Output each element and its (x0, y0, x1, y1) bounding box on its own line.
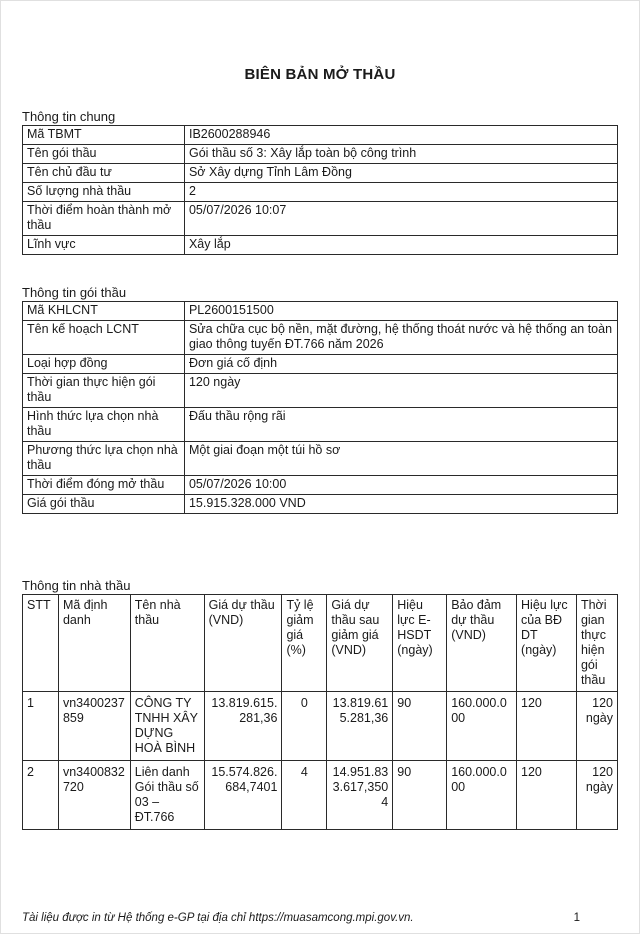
table-row (23, 183, 618, 202)
field-value: PL2600151500 (184, 302, 617, 321)
column-header: Giá dự thầu sau giảm giá (VND) (327, 595, 393, 692)
column-header: Hiệu lực E-HSDT (ngày) (393, 595, 447, 692)
table-row (23, 164, 618, 183)
table-cell: 90 (393, 761, 447, 830)
table-row (23, 374, 618, 408)
field-label: Tên chủ đầu tư (23, 164, 185, 183)
table-row (23, 145, 618, 164)
table-cell: 160.000.000 (447, 761, 517, 830)
column-header: Thời gian thực hiện gói thầu (576, 595, 617, 692)
table-cell: vn3400237859 (58, 692, 130, 761)
column-header: Bảo đảm dự thầu (VND) (447, 595, 517, 692)
table-cell: 90 (393, 692, 447, 761)
field-value: 05/07/2026 10:00 (184, 476, 617, 495)
table-cell: 14.951.833.617,3504 (327, 761, 393, 830)
table-cell: 120 ngày (576, 692, 617, 761)
page-number: 1 (573, 912, 580, 924)
general-info-table (22, 125, 618, 255)
table-row (23, 202, 618, 236)
table-row (23, 692, 618, 761)
table-row (23, 302, 618, 321)
field-label: Số lượng nhà thầu (23, 183, 185, 202)
table-cell: 0 (282, 692, 327, 761)
section-label-bidders: Thông tin nhà thầu (22, 578, 131, 593)
field-label: Tên kế hoạch LCNT (23, 321, 185, 355)
package-info-table (22, 301, 618, 514)
table-header-row (23, 595, 618, 692)
field-value: IB2600288946 (184, 126, 617, 145)
column-header: Giá dự thầu (VND) (204, 595, 282, 692)
section-label-general: Thông tin chung (22, 109, 116, 124)
table-row (23, 126, 618, 145)
field-value: Sở Xây dựng Tỉnh Lâm Đồng (184, 164, 617, 183)
table-cell: vn3400832720 (58, 761, 130, 830)
field-label: Loại hợp đồng (23, 355, 185, 374)
column-header: Mã định danh (58, 595, 130, 692)
field-label: Lĩnh vực (23, 236, 185, 255)
field-label: Thời điểm hoàn thành mở thầu (23, 202, 185, 236)
bidders-table (22, 594, 618, 830)
field-value: Sửa chữa cục bộ nền, mặt đường, hệ thống thoát nước và hệ thống an toàn giao thông tuyến ĐT.766 năm 2026 (184, 321, 617, 355)
field-value: Xây lắp (184, 236, 617, 255)
table-cell: 120 (517, 692, 577, 761)
field-value: Đơn giá cố định (184, 355, 617, 374)
table-cell: Liên danh Gói thầu số 03 – ĐT.766 (130, 761, 204, 830)
table-row (23, 236, 618, 255)
field-label: Phương thức lựa chọn nhà thầu (23, 442, 185, 476)
table-cell: 120 ngày (576, 761, 617, 830)
table-cell: CÔNG TY TNHH XÂY DỰNG HOÀ BÌNH (130, 692, 204, 761)
column-header: Tỷ lệ giảm giá (%) (282, 595, 327, 692)
table-row (23, 476, 618, 495)
footer-source-text: Tài liệu được in từ Hệ thống e-GP tại địa chỉ https://muasamcong.mpi.gov.vn. (22, 912, 414, 924)
field-value: 2 (184, 183, 617, 202)
field-label: Thời điểm đóng mở thầu (23, 476, 185, 495)
document-title: BIÊN BẢN MỞ THẦU (244, 66, 396, 83)
table-row (23, 408, 618, 442)
field-label: Mã KHLCNT (23, 302, 185, 321)
field-value: 05/07/2026 10:07 (184, 202, 617, 236)
field-label: Hình thức lựa chọn nhà thầu (23, 408, 185, 442)
table-row (23, 442, 618, 476)
field-value: 15.915.328.000 VND (184, 495, 617, 514)
table-cell: 160.000.000 (447, 692, 517, 761)
table-row (23, 495, 618, 514)
table-row (23, 321, 618, 355)
field-value: Gói thầu số 3: Xây lắp toàn bộ công trình (184, 145, 617, 164)
table-row (23, 761, 618, 830)
field-label: Thời gian thực hiện gói thầu (23, 374, 185, 408)
table-cell: 13.819.615.281,36 (327, 692, 393, 761)
field-label: Mã TBMT (23, 126, 185, 145)
table-row (23, 355, 618, 374)
table-cell: 1 (23, 692, 59, 761)
page-footer (22, 912, 618, 924)
column-header: STT (23, 595, 59, 692)
table-cell: 2 (23, 761, 59, 830)
table-cell: 15.574.826.684,7401 (204, 761, 282, 830)
section-label-package: Thông tin gói thầu (22, 285, 127, 300)
field-label: Tên gói thầu (23, 145, 185, 164)
field-value: Đấu thầu rộng rãi (184, 408, 617, 442)
field-value: 120 ngày (184, 374, 617, 408)
table-cell: 4 (282, 761, 327, 830)
field-value: Một giai đoạn một túi hồ sơ (184, 442, 617, 476)
column-header: Tên nhà thầu (130, 595, 204, 692)
table-cell: 13.819.615.281,36 (204, 692, 282, 761)
field-label: Giá gói thầu (23, 495, 185, 514)
column-header: Hiệu lực của BĐ DT (ngày) (517, 595, 577, 692)
table-cell: 120 (517, 761, 577, 830)
